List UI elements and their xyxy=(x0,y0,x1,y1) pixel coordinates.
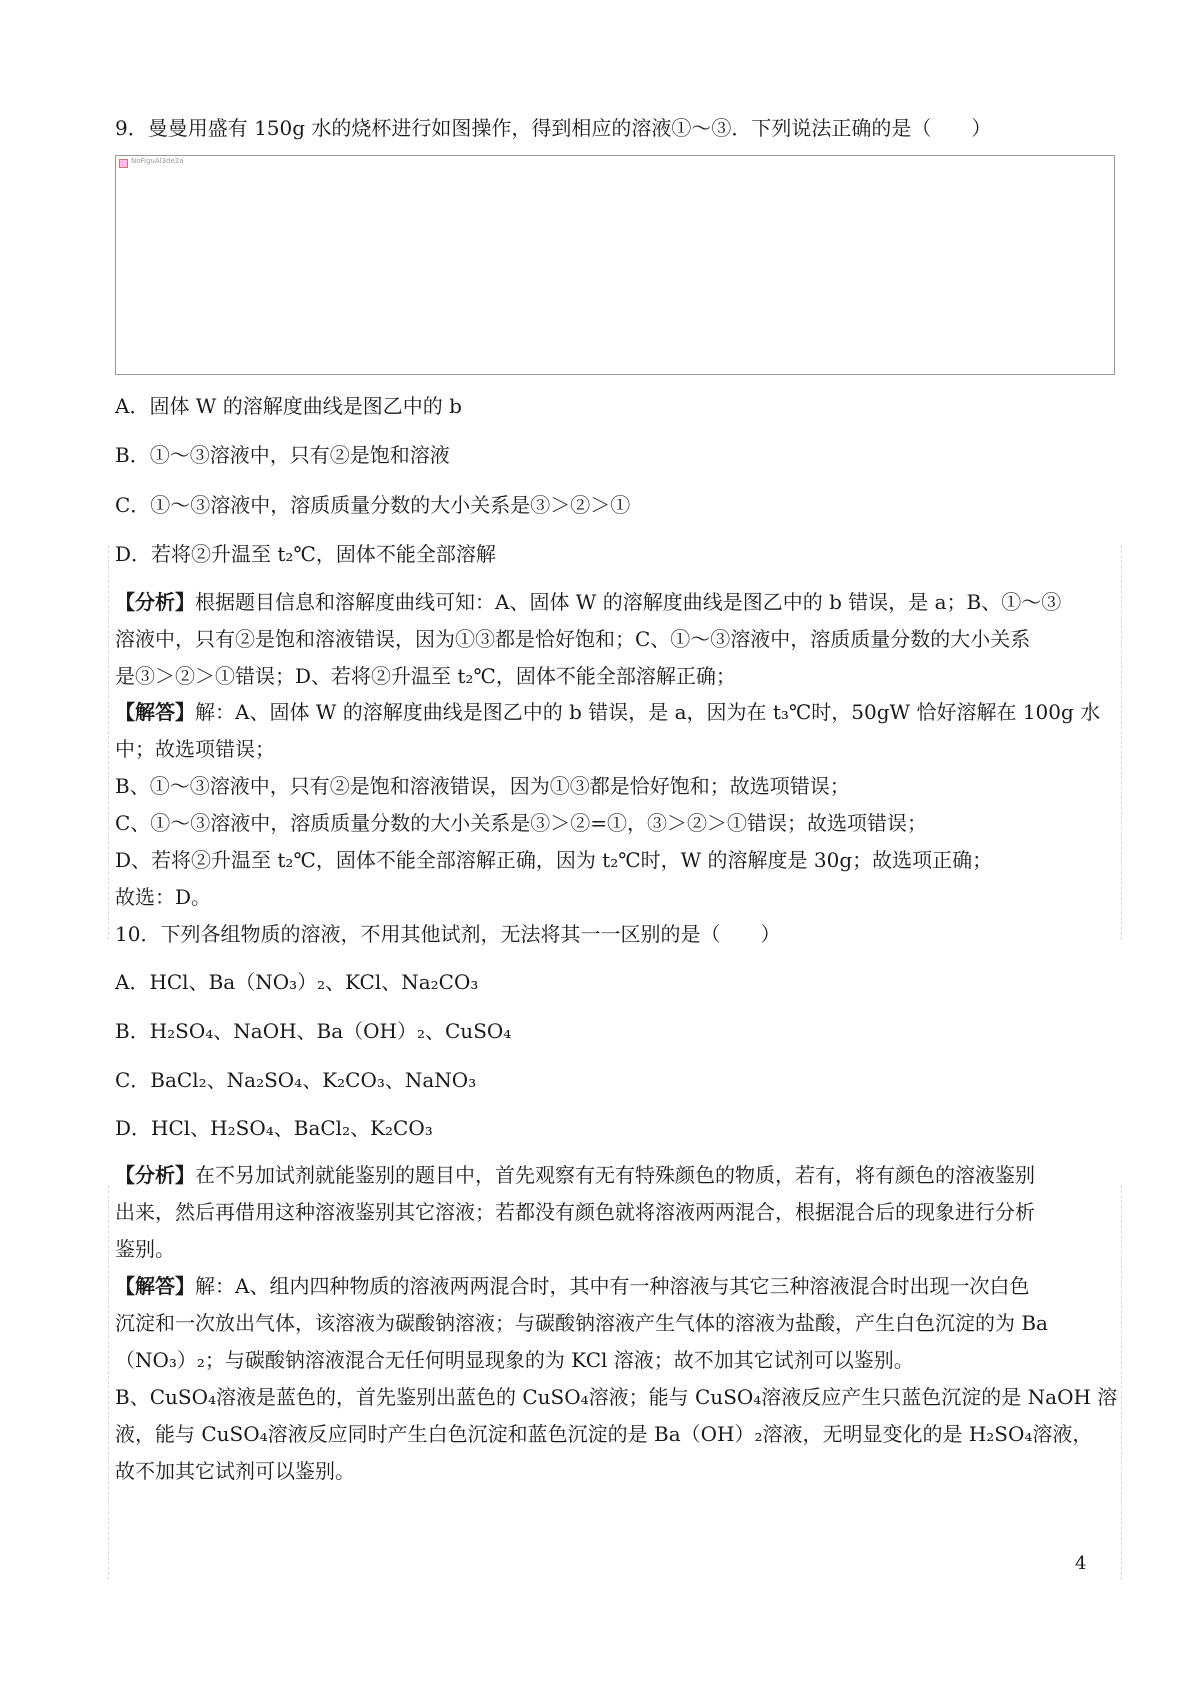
analysis-tag: 【分析】 xyxy=(115,590,195,614)
question-9-figure xyxy=(115,155,1115,375)
q9-answer-line-1 xyxy=(115,698,1100,726)
q10-analysis-line-1 xyxy=(115,1161,1035,1189)
q9-option-a: A．固体 W 的溶解度曲线是图乙中的 b xyxy=(115,394,462,418)
q10-analysis-line-2: 出来，然后再借用这种溶液鉴别其它溶液；若都没有颜色就将溶液两两混合，根据混合后的现象进行分析 xyxy=(115,1200,1035,1224)
answer-tag: 【解答】 xyxy=(115,700,195,724)
broken-image-icon xyxy=(119,159,128,168)
q10-option-d: D．HCl、H₂SO₄、BaCl₂、K₂CO₃ xyxy=(115,1116,433,1140)
answer-tag: 【解答】 xyxy=(115,1274,195,1298)
answer-text: 解：A、组内四种物质的溶液两两混合时，其中有一种溶液与其它三种溶液混合时出现一次白色 xyxy=(195,1274,1030,1298)
question-10-stem: 10．下列各组物质的溶液，不用其他试剂，无法将其一一区别的是（ ） xyxy=(115,922,781,946)
answer-text: 解：A、固体 W 的溶解度曲线是图乙中的 b 错误，是 a，因为在 t₃℃时，50gW 恰好溶解在 100g 水 xyxy=(195,700,1101,724)
question-9-stem: 9．曼曼用盛有 150g 水的烧杯进行如图操作，得到相应的溶液①～③．下列说法正确的是（ ） xyxy=(115,116,992,140)
q10-answer-line-5: 液，能与 CuSO₄溶液反应同时产生白色沉淀和蓝色沉淀的是 Ba（OH）₂溶液，无明显变化的是 H₂SO₄溶液， xyxy=(115,1422,1093,1446)
q9-answer-line-3: B、①～③溶液中，只有②是饱和溶液错误，因为①③都是恰好饱和；故选项错误； xyxy=(115,774,850,798)
figure-alt-text: NoFiguAl3de2a xyxy=(131,157,184,165)
q10-answer-line-3: （NO₃）₂；与碳酸钠溶液混合无任何明显现象的为 KCl 溶液；故不加其它试剂可以鉴别。 xyxy=(115,1348,914,1372)
analysis-tag: 【分析】 xyxy=(115,1163,195,1187)
q10-answer-line-1 xyxy=(115,1272,1029,1300)
q10-option-a: A．HCl、Ba（NO₃）₂、KCl、Na₂CO₃ xyxy=(115,970,479,994)
q9-option-c: C．①～③溶液中，溶质质量分数的大小关系是③＞②＞① xyxy=(115,493,631,517)
q10-analysis-line-3: 鉴别。 xyxy=(115,1237,175,1261)
q9-analysis-line-2: 溶液中，只有②是饱和溶液错误，因为①③都是恰好饱和；C、①～③溶液中，溶质质量分数的大小关系 xyxy=(115,627,1031,651)
q9-option-b: B．①～③溶液中，只有②是饱和溶液 xyxy=(115,443,450,467)
q9-analysis-line-3: 是③＞②＞①错误；D、若将②升温至 t₂℃，固体不能全部溶解正确； xyxy=(115,664,736,688)
q9-analysis-line-1 xyxy=(115,588,1061,616)
q10-answer-line-2: 沉淀和一次放出气体，该溶液为碳酸钠溶液；与碳酸钠溶液产生气体的溶液为盐酸，产生白色沉淀的为 Ba xyxy=(115,1311,1048,1335)
q9-answer-line-4: C、①～③溶液中，溶质质量分数的大小关系是③＞②=①，③＞②＞①错误；故选项错误； xyxy=(115,811,928,835)
q9-answer-line-6: 故选：D。 xyxy=(115,885,212,909)
q10-option-c: C．BaCl₂、Na₂SO₄、K₂CO₃、NaNO₃ xyxy=(115,1068,477,1092)
q9-option-d: D．若将②升温至 t₂℃，固体不能全部溶解 xyxy=(115,542,496,566)
analysis-text: 在不另加试剂就能鉴别的题目中，首先观察有无有特殊颜色的物质，若有，将有颜色的溶液鉴别 xyxy=(195,1163,1035,1187)
analysis-text: 根据题目信息和溶解度曲线可知：A、固体 W 的溶解度曲线是图乙中的 b 错误，是 a；B、①～③ xyxy=(195,590,1062,614)
q10-answer-line-6: 故不加其它试剂可以鉴别。 xyxy=(115,1459,355,1483)
q9-answer-line-5: D、若将②升温至 t₂℃，固体不能全部溶解正确，因为 t₂℃时，W 的溶解度是 30g；故选项正确； xyxy=(115,848,993,872)
q10-option-b: B．H₂SO₄、NaOH、Ba（OH）₂、CuSO₄ xyxy=(115,1019,512,1043)
page-number: 4 xyxy=(1075,1553,1087,1574)
q10-answer-line-4: B、CuSO₄溶液是蓝色的，首先鉴别出蓝色的 CuSO₄溶液；能与 CuSO₄溶液反应产生只蓝色沉淀的是 NaOH 溶 xyxy=(115,1385,1118,1409)
q9-answer-line-2: 中；故选项错误； xyxy=(115,737,275,761)
